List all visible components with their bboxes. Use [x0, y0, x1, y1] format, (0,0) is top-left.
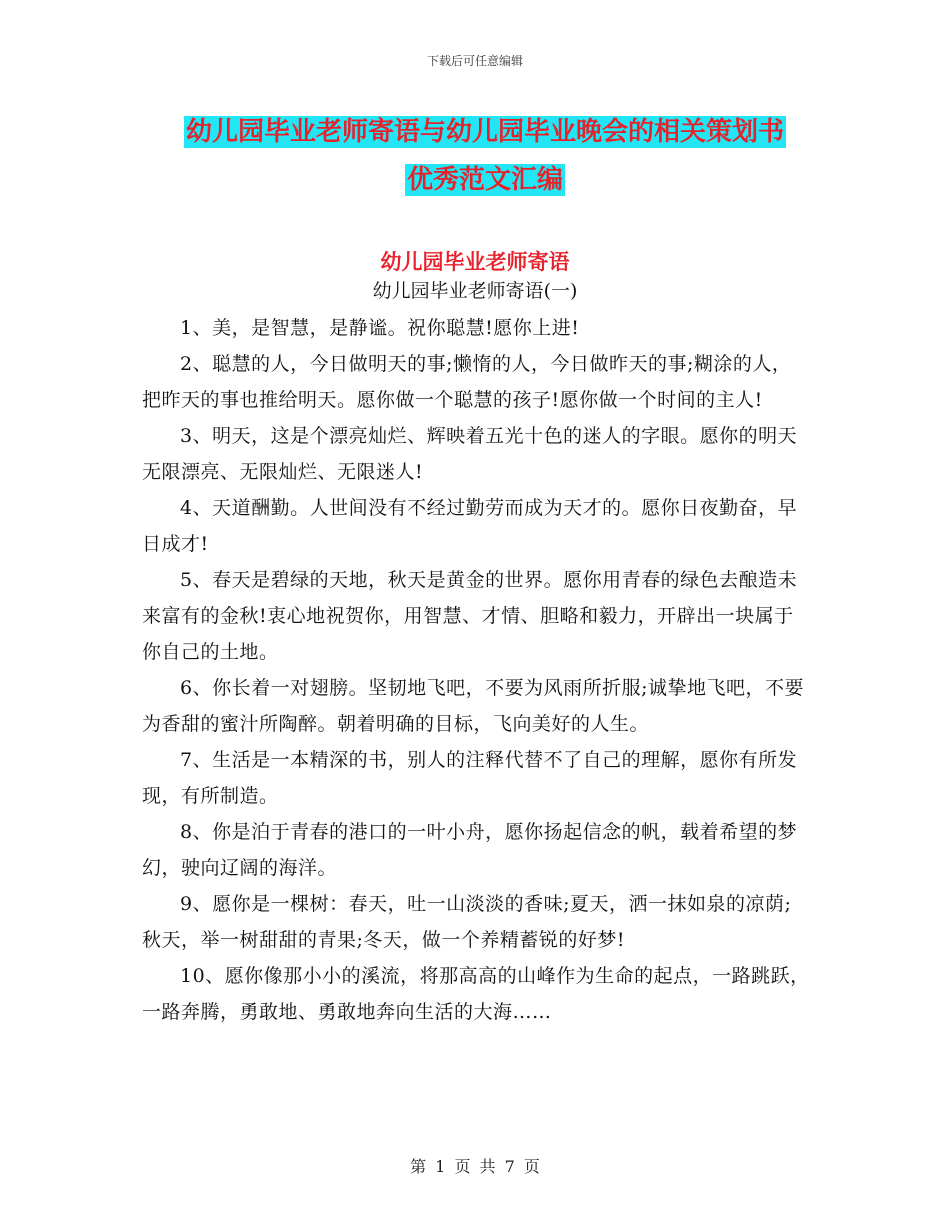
- paragraph-10: 10、愿你像那小小的溪流，将那高高的山峰作为生命的起点，一路跳跃，一路奔腾，勇敢地、勇敢地奔向生活的大海……: [142, 965, 810, 1023]
- section-subtitle: 幼儿园毕业老师寄语(一): [372, 280, 578, 302]
- paragraph-9: 9、愿你是一棵树：春天，吐一山淡淡的香味;夏天，洒一抹如泉的凉荫;秋天，举一树甜甜的青果;冬天，做一个养精蓄锐的好梦!: [142, 893, 792, 951]
- paragraph-4: 4、天道酬勤。人世间没有不经过勤劳而成为天才的。愿你日夜勤奋，早日成才!: [142, 497, 798, 555]
- section-title: 幼儿园毕业老师寄语: [380, 250, 570, 274]
- page-number: 第 1 页 共 7 页: [410, 1157, 540, 1176]
- paragraph-6: 6、你长着一对翅膀。坚韧地飞吧，不要为风雨所折服;诚挚地飞吧，不要为香甜的蜜汁所陶醉。朝着明确的目标，飞向美好的人生。: [142, 677, 804, 735]
- paragraph-5: 5、春天是碧绿的天地，秋天是黄金的世界。愿你用青春的绿色去酿造未来富有的金秋!衷心地祝贺你，用智慧、才情、胆略和毅力，开辟出一块属于你自己的土地。: [142, 569, 798, 663]
- page-header-note: 下载后可任意编辑: [426, 54, 523, 68]
- paragraph-3: 3、明天，这是个漂亮灿烂、辉映着五光十色的迷人的字眼。愿你的明天无限漂亮、无限灿烂、无限迷人!: [142, 425, 798, 483]
- paragraph-1: 1、美，是智慧，是静谧。祝你聪慧!愿你上进!: [180, 317, 580, 339]
- document-title-line-1: 幼儿园毕业老师寄语与幼儿园毕业晚会的相关策划书: [185, 117, 784, 147]
- body-text: [142, 310, 810, 1030]
- paragraph-8: 8、你是泊于青春的港口的一叶小舟，愿你扬起信念的帆，载着希望的梦幻，驶向辽阔的海洋。: [142, 821, 798, 879]
- document-title-line-2: 优秀范文汇编: [406, 165, 563, 195]
- paragraph-7: 7、生活是一本精深的书，别人的注释代替不了自己的理解，愿你有所发现，有所制造。: [142, 749, 798, 807]
- document-title: [140, 108, 830, 204]
- paragraph-2: 2、聪慧的人，今日做明天的事;懒惰的人，今日做昨天的事;糊涂的人，把昨天的事也推给明天。愿你做一个聪慧的孩子!愿你做一个时间的主人!: [142, 353, 792, 411]
